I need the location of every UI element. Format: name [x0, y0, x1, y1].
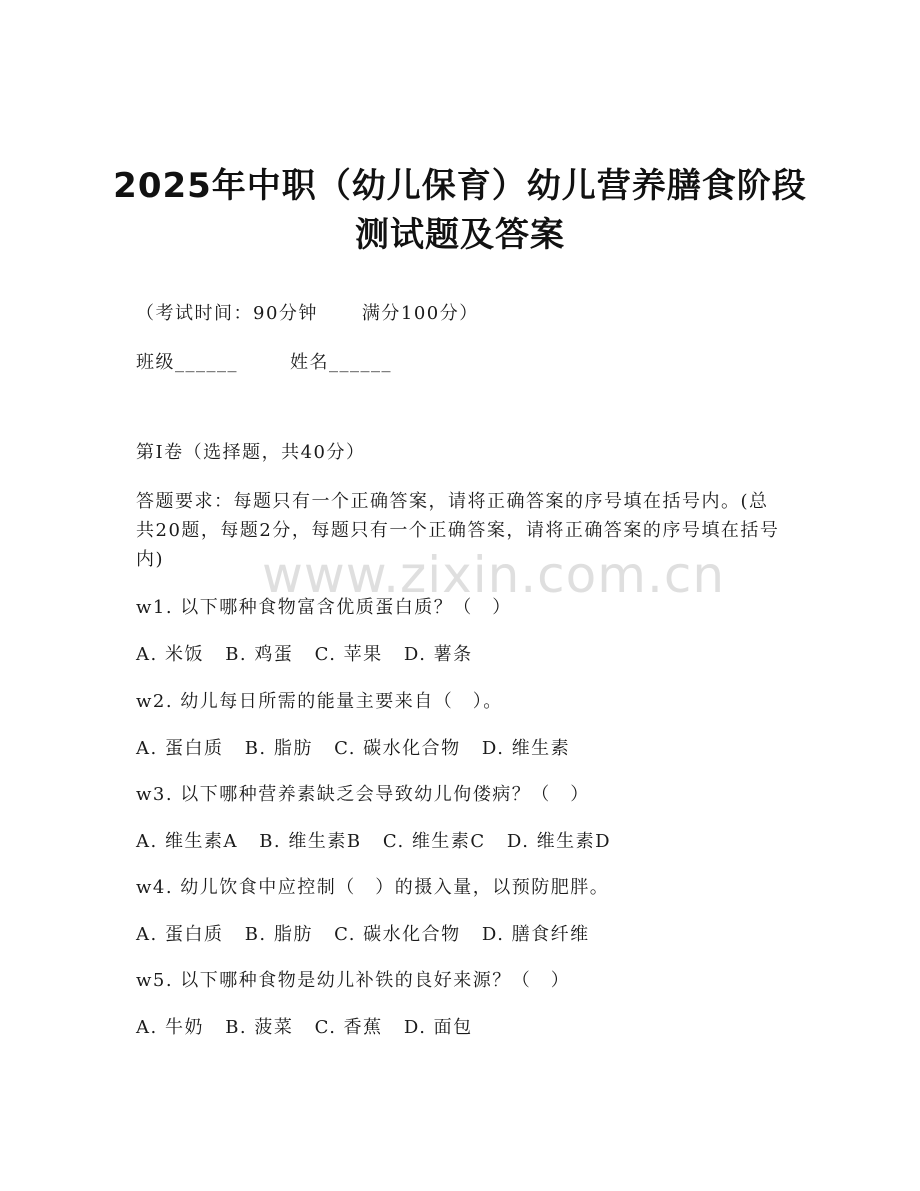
question-2-option-d: D. 维生素	[481, 738, 571, 759]
question-1-option-a: A. 米饭	[136, 644, 204, 665]
question-4-stem: w4. 幼儿饮食中应控制（ ）的摄入量，以预防肥胖。	[136, 877, 610, 898]
question-4-option-d: D. 膳食纤维	[481, 924, 590, 945]
question-4-options	[136, 922, 604, 948]
question-2-stem: w2. 幼儿每日所需的能量主要来自（ ）。	[136, 691, 503, 712]
question-2-option-c: C. 碳水化合物	[334, 738, 461, 759]
document-title-line-1: 2025年中职（幼儿保育）幼儿营养膳食阶段	[113, 166, 807, 206]
document-title-line-2: 测试题及答案	[355, 215, 565, 255]
question-4-option-b: B. 脂肪	[244, 924, 313, 945]
question-1-stem: w1. 以下哪种食物富含优质蛋白质？（ ）	[136, 597, 512, 618]
question-1-options	[136, 642, 487, 668]
question-2-option-a: A. 蛋白质	[136, 738, 224, 759]
question-1-option-c: C. 苹果	[314, 644, 383, 665]
question-2-option-b: B. 脂肪	[244, 738, 313, 759]
exam-info	[136, 301, 479, 327]
question-5-option-c: C. 香蕉	[314, 1017, 383, 1038]
question-2-options	[136, 736, 584, 762]
exam-time: （考试时间：90分钟	[136, 303, 318, 324]
question-3-option-c: C. 维生素C	[382, 831, 486, 852]
question-4-option-c: C. 碳水化合物	[334, 924, 461, 945]
question-3-stem: w3. 以下哪种营养素缺乏会导致幼儿佝偻病？（ ）	[136, 784, 590, 805]
class-field: 班级______	[136, 352, 238, 373]
student-fields	[136, 350, 392, 376]
question-1-option-b: B. 鸡蛋	[225, 644, 294, 665]
name-field: 姓名______	[290, 352, 392, 373]
question-3-option-b: B. 维生素B	[259, 831, 362, 852]
exam-full-score: 满分100分）	[361, 303, 479, 324]
watermark: www.zixin.com.cn	[262, 546, 726, 604]
question-1-option-d: D. 薯条	[403, 644, 473, 665]
question-3-options	[136, 829, 625, 855]
answer-instructions: 答题要求：每题只有一个正确答案，请将正确答案的序号填在括号内。(总共20题，每题2分，每题只有一个正确答案，请将正确答案的序号填在括号内)	[136, 491, 780, 570]
question-3-option-a: A. 维生素A	[136, 831, 238, 852]
question-4-option-a: A. 蛋白质	[136, 924, 224, 945]
question-3-option-d: D. 维生素D	[506, 831, 612, 852]
question-5-stem: w5. 以下哪种食物是幼儿补铁的良好来源？（ ）	[136, 970, 571, 991]
section-heading: 第Ⅰ卷（选择题，共40分）	[136, 442, 366, 463]
question-5-option-b: B. 菠菜	[225, 1017, 294, 1038]
question-5-options	[136, 1015, 487, 1041]
question-5-option-a: A. 牛奶	[136, 1017, 204, 1038]
question-5-option-d: D. 面包	[403, 1017, 473, 1038]
